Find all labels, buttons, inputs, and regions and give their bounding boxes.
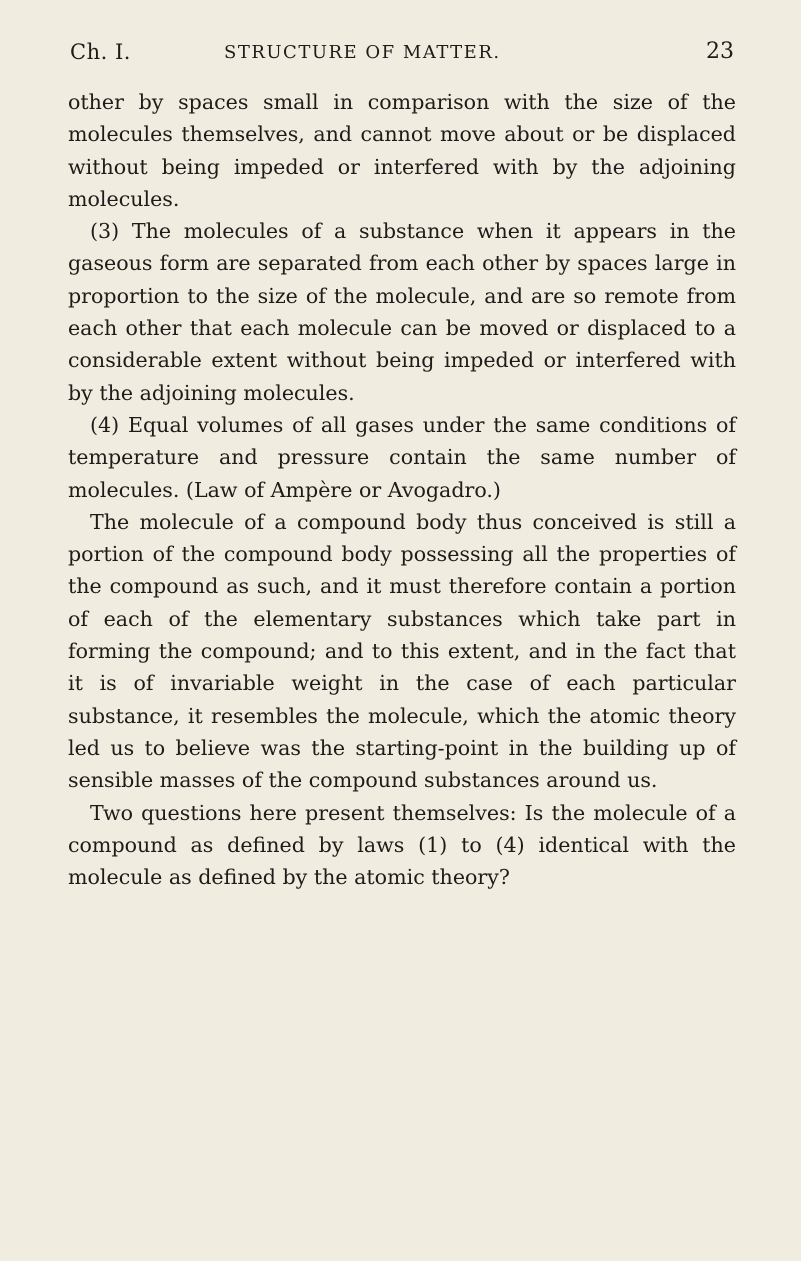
chapter-label: Ch. I. xyxy=(70,40,131,64)
paragraph-law-3: (3) The molecules of a substance when it appears in the gaseous form are separated from each other by spaces large in proportion to the size of the molecule, and are so remote from each other that each molecule can be moved or displaced to a considerable extent without being impeded or interfered with by the adjoining molecules. xyxy=(68,219,736,405)
running-header xyxy=(70,36,734,66)
running-title: STRUCTURE OF MATTER. xyxy=(224,42,501,63)
paragraph-compound-molecule: The molecule of a compound body thus conceived is still a portion of the compound body possessing all the properties of the compound as such, and it must therefore contain a portion of each of the elementary substances which take part in forming the compound; and to this extent, and in the fact that it is of invariable weight in the case of each particular substance, it resembles the molecule, which the atomic theory led us to believe was the starting-point in the building up of sensible masses of the compound substances around us. xyxy=(68,509,736,793)
page-body xyxy=(68,86,736,893)
paragraph-two-questions: Two questions here present themselves: Is the molecule of a compound as defined by laws (1) to (4) identical with the molecule as defined by the atomic theory? xyxy=(68,800,736,890)
paragraph-continuation: other by spaces small in comparison with the size of the molecules themselves, and cannot move about or be displaced without being impeded or interfered with by the adjoining molecules. xyxy=(68,90,736,211)
page-number: 23 xyxy=(706,39,734,64)
paragraph-law-4: (4) Equal volumes of all gases under the same conditions of temperature and pressure contain the same number of molecules. (Law of Ampère or Avogadro.) xyxy=(68,412,736,502)
